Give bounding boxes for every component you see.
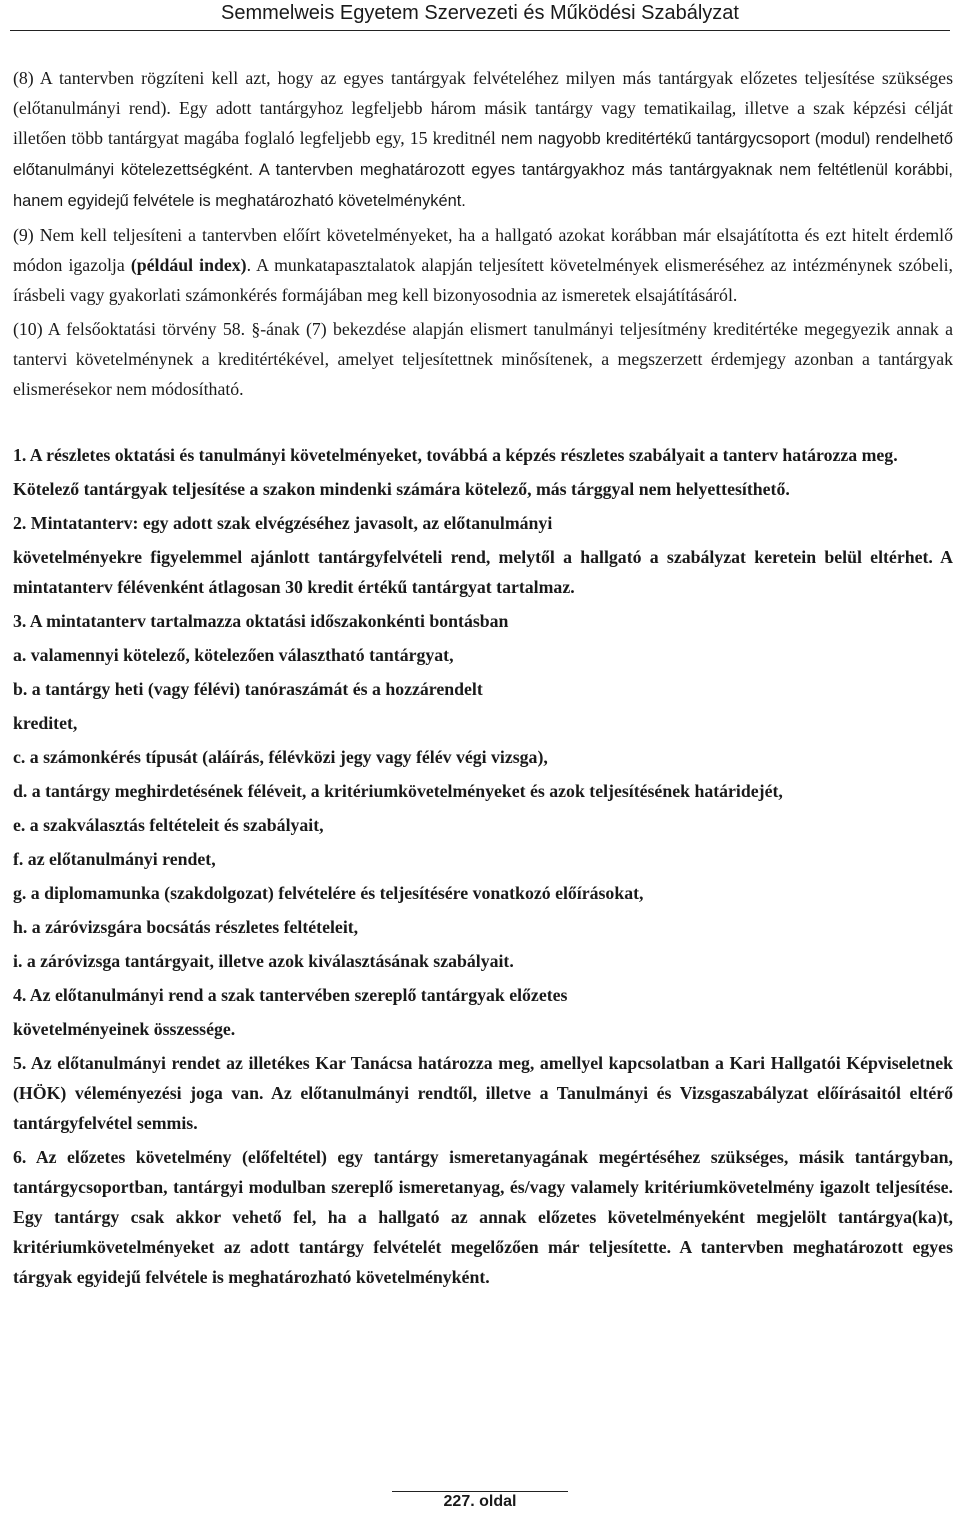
paragraph-10: (10) A felsőoktatási törvény 58. §-ának (7) bekezdése alapján elismert tanulmányi teljesítmény kreditértéke megegyezik annak a tantervi követelménynek a kreditértékével, amelyet teljesítettnek minősítenek, a megszerzett érdemjegy azonban a tantárgyak elismerésekor nem módosítható. — [13, 319, 953, 399]
bold-item: kreditet, — [13, 713, 78, 733]
document-body — [13, 63, 953, 1292]
paragraph-9 — [13, 220, 953, 310]
bold-item: h. a záróvizsgára bocsátás részletes feltételeit, — [13, 917, 359, 937]
paragraph-9-text-a: (9) Nem kell teljesíteni a tantervben előírt követelményeket, ha a hallgató azokat korábban már elsajátította és ezt hitelt érdemlő módon igazolja — [13, 225, 953, 275]
bold-item: 3. A mintatanterv tartalmazza oktatási időszakonkénti bontásban — [13, 611, 509, 631]
bold-item: 4. Az előtanulmányi rend a szak tantervében szereplő tantárgyak előzetes — [13, 985, 568, 1005]
paragraph-8 — [13, 63, 953, 216]
bold-item: c. a számonkérés típusát (aláírás, félévközi jegy vagy félév végi vizsga), — [13, 747, 548, 767]
bold-item: követelményeinek összessége. — [13, 1019, 236, 1039]
paragraph-9-bold: (például index) — [130, 255, 247, 275]
bold-item: e. a szakválasztás feltételeit és szabályait, — [13, 815, 324, 835]
bold-item: g. a diplomamunka (szakdolgozat) felvételére és teljesítésére vonatkozó előírásokat, — [13, 883, 644, 903]
footer-divider — [392, 1491, 568, 1492]
page-number: 227. oldal — [443, 1493, 517, 1510]
bold-item: a. valamennyi kötelező, kötelezően választható tantárgyat, — [13, 645, 454, 665]
bold-item: 1. A részletes oktatási és tanulmányi követelményeket, továbbá a képzés részletes szabályait a tanterv határozza meg. — [13, 445, 898, 465]
page-header-title: Semmelweis Egyetem Szervezeti és Működési Szabályzat — [221, 2, 739, 24]
paragraph-9-text-b: . A munkatapasztalatok alapján teljesített követelmények elismeréséhez az intézménynek szóbeli, írásbeli vagy gyakorlati számonkérés formájában meg kell bizonyosodnia az ismeretek elsajátításáról. — [13, 255, 953, 305]
bold-item: követelményekre figyelemmel ajánlott tantárgyfelvételi rend, melytől a hallgató a szabályzat keretein belül eltérhet. A mintatanterv félévenként átlagosan 30 kredit értékű tantárgyat tartalmaz. — [13, 547, 953, 597]
bold-item: b. a tantárgy heti (vagy félévi) tanóraszámát és a hozzárendelt — [13, 679, 483, 699]
bold-item: i. a záróvizsga tantárgyait, illetve azok kiválasztásának szabályait. — [13, 951, 514, 971]
header-divider — [10, 30, 950, 31]
bold-item: 5. Az előtanulmányi rendet az illetékes Kar Tanácsa határozza meg, amellyel kapcsolatban a Kari Hallgatói Képviseletnek (HÖK) véleményezési joga van. Az előtanulmányi rendtől, illetve a Tanulmányi és Vizsgaszabályzat előírásaitól eltérő tantárgyfelvétel semmis. — [13, 1053, 953, 1133]
bold-item: f. az előtanulmányi rendet, — [13, 849, 216, 869]
paragraph-8-text-a: (8) A tantervben rögzíteni kell azt, hogy az egyes tantárgyak felvételéhez milyen más tantárgyak előzetes teljesítése szükséges (előtanulmányi rend). Egy adott tantárgyhoz legfeljebb három másik tantárgy vagy tematikailag, illetve a szak képzési célját illetően több tantárgyat magába foglaló legfeljebb egy, 15 kreditnél — [13, 68, 953, 148]
bold-item: 6. Az előzetes követelmény (előfeltétel) egy tantárgy ismeretanyagának megértéséhez szükséges, másik tantárgyban, tantárgycsoportban, tantárgyi modulban szereplő ismeretanyag, és/vagy valamely kritériumkövetelmény igazolt teljesítése. Egy tantárgy csak akkor vehető fel, ha a hallgató az annak előzetes követelményeként megjelölt tantárgya(ka)t, kritériumkövetelményeket az adott tantárgy felvételét megelőzően már teljesítette. A tantervben meghatározott egyes tárgyak egyidejű felvétele is meghatározható követelményként. — [13, 1147, 953, 1287]
bold-item: d. a tantárgy meghirdetésének féléveit, a kritériumkövetelményeket és azok teljesítésének határidejét, — [13, 781, 783, 801]
paragraph-8-text-b: nem nagyobb kreditértékű tantárgycsoport (modul) rendelhető előtanulmányi kötelezettségként. A tantervben meghatározott egyes tantárgyakhoz más tantárgyaknak nem feltétlenül korábbi, hanem egyidejű felvétele is meghatározható követelményként. — [13, 130, 953, 210]
bold-item: 2. Mintatanterv: egy adott szak elvégzéséhez javasolt, az előtanulmányi — [13, 513, 553, 533]
bold-item: Kötelező tantárgyak teljesítése a szakon mindenki számára kötelező, más tárggyal nem helyettesíthető. — [13, 479, 790, 499]
